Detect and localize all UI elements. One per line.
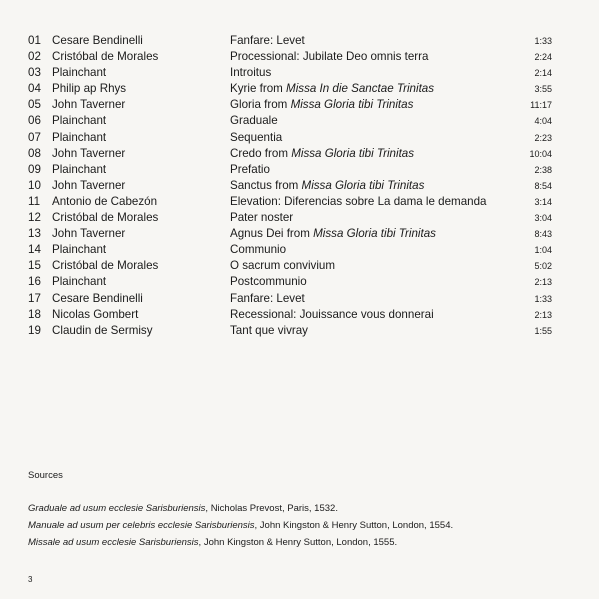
track-title-text: Fanfare: Levet [230,291,305,305]
track-composer: Plainchant [52,275,107,289]
track-row [28,210,552,226]
track-duration: 2:24 [534,52,552,63]
track-title [230,291,305,307]
track-title-text: Introitus [230,66,272,80]
track-duration: 1:33 [534,36,552,46]
source-item [28,500,453,517]
track-title-italic: Missa Gloria tibi Trinitas [290,98,414,112]
track-list [28,33,552,339]
track-title-italic: Missa Gloria tibi Trinitas [301,178,425,192]
track-title-text: Kyrie from [230,82,287,96]
track-row [28,162,552,178]
track-composer: Plainchant [52,243,107,257]
page-number: 3 [28,575,33,584]
track-row [28,49,552,65]
track-title [230,113,278,129]
track-title-text: Agnus Dei from [230,227,314,241]
track-number: 14 [28,243,41,257]
track-number: 16 [28,275,41,289]
track-number: 18 [28,307,41,321]
track-duration: 10:04 [529,148,552,159]
track-row [28,194,552,210]
track-duration: 8:43 [534,229,552,240]
track-title-italic: Missa Gloria tibi Trinitas [291,146,415,160]
track-composer: Plainchant [52,66,107,80]
track-title [230,162,270,178]
track-number: 10 [28,178,41,192]
track-title [230,49,428,65]
track-composer: Cristóbal de Morales [52,259,159,273]
track-title [230,33,305,49]
track-title-text: Sanctus from [230,178,302,192]
sources-list [28,500,453,551]
track-row [28,178,552,194]
track-title-text: Graduale [230,114,278,128]
track-number: 08 [28,146,41,160]
track-duration: 3:14 [534,196,552,207]
track-composer: Plainchant [52,162,107,176]
track-title-text: Gloria from [230,98,291,112]
track-number: 01 [28,34,41,47]
track-title [230,178,424,194]
track-row [28,97,552,113]
track-duration: 2:14 [534,68,552,79]
track-row [28,81,552,97]
track-duration: 1:33 [534,293,552,304]
track-title [230,194,487,210]
track-title-text: Postcommunio [230,275,307,289]
track-duration: 4:04 [534,116,552,127]
track-title-italic: Missa Gloria tibi Trinitas [313,227,436,241]
track-duration: 2:13 [534,309,552,320]
track-title-text: Prefatio [230,162,270,176]
track-composer: Plainchant [52,114,107,128]
track-duration: 3:04 [534,213,552,224]
track-number: 04 [28,82,41,96]
track-duration: 2:38 [534,164,552,175]
track-composer: Claudin de Sermisy [52,323,153,337]
track-title-text: Processional: Jubilate Deo omnis terra [230,50,429,64]
track-title-text: Pater noster [230,211,294,225]
track-title [230,307,434,323]
track-title-text: Recessional: Jouissance vous donnerai [230,307,434,321]
track-title [230,146,414,162]
track-duration: 1:04 [534,245,552,256]
track-title [230,226,436,242]
track-title-text: Communio [230,243,287,257]
track-duration: 1:55 [534,325,552,336]
track-row [28,274,552,290]
sources-heading: Sources [28,470,63,481]
track-composer: Cesare Bendinelli [52,291,143,305]
track-row [28,113,552,129]
track-title [230,65,271,81]
source-item [28,534,453,551]
track-title-text: Sequentia [230,130,283,144]
track-row [28,291,552,307]
track-number: 09 [28,162,41,176]
track-title [230,81,434,97]
track-row [28,226,552,242]
source-item [28,517,453,534]
source-details: , John Kingston & Henry Sutton, London, 1555. [198,537,398,548]
track-composer: Philip ap Rhys [52,82,127,96]
track-number: 11 [28,194,41,208]
track-composer: John Taverner [52,98,126,112]
track-composer: Cristóbal de Morales [52,50,159,64]
track-number: 06 [28,114,41,128]
track-duration: 5:02 [534,261,552,272]
track-row [28,146,552,162]
source-details: , John Kingston & Henry Sutton, London, 1554. [254,520,454,531]
track-number: 02 [28,50,41,64]
track-title [230,242,286,258]
track-title [230,130,282,146]
track-row [28,33,552,49]
track-number: 12 [28,211,41,225]
track-composer: Cesare Bendinelli [52,34,143,47]
track-duration: 8:54 [534,180,552,191]
track-number: 13 [28,227,41,241]
track-title-text: Credo from [230,146,292,160]
track-number: 15 [28,259,41,273]
track-composer: Cristóbal de Morales [52,211,159,225]
track-duration: 3:55 [534,84,552,95]
track-composer: John Taverner [52,227,126,241]
track-composer: Nicolas Gombert [52,307,139,321]
track-composer: John Taverner [52,146,126,160]
track-composer: Plainchant [52,130,107,144]
track-title-italic: Missa In die Sanctae Trinitas [286,82,435,96]
track-duration: 2:13 [534,277,552,288]
track-number: 17 [28,291,41,305]
source-title: Graduale ad usum ecclesie Sarisburiensis [28,503,206,514]
track-duration: 11:17 [530,100,552,111]
track-row [28,65,552,81]
track-title [230,97,413,113]
track-title [230,323,308,339]
track-row [28,323,552,339]
source-title: Missale ad usum ecclesie Sarisburiensis [28,537,199,548]
track-composer: Antonio de Cabezón [52,194,158,208]
track-row [28,258,552,274]
track-title-text: Elevation: Diferencias sobre La dama le demanda [230,194,487,208]
track-number: 19 [28,323,41,337]
track-row [28,242,552,258]
track-duration: 2:23 [534,132,552,143]
track-number: 03 [28,66,41,80]
track-composer: John Taverner [52,178,126,192]
track-title [230,258,335,274]
track-row [28,307,552,323]
track-title-text: O sacrum convivium [230,259,336,273]
track-title-text: Fanfare: Levet [230,34,305,47]
source-details: , Nicholas Prevost, Paris, 1532. [205,503,338,514]
source-title: Manuale ad usum per celebris ecclesie Sarisburiensis [28,520,255,531]
track-title-text: Tant que vivray [230,323,308,337]
track-number: 07 [28,130,41,144]
track-title [230,274,307,290]
track-row [28,130,552,146]
track-number: 05 [28,98,41,112]
track-title [230,210,293,226]
